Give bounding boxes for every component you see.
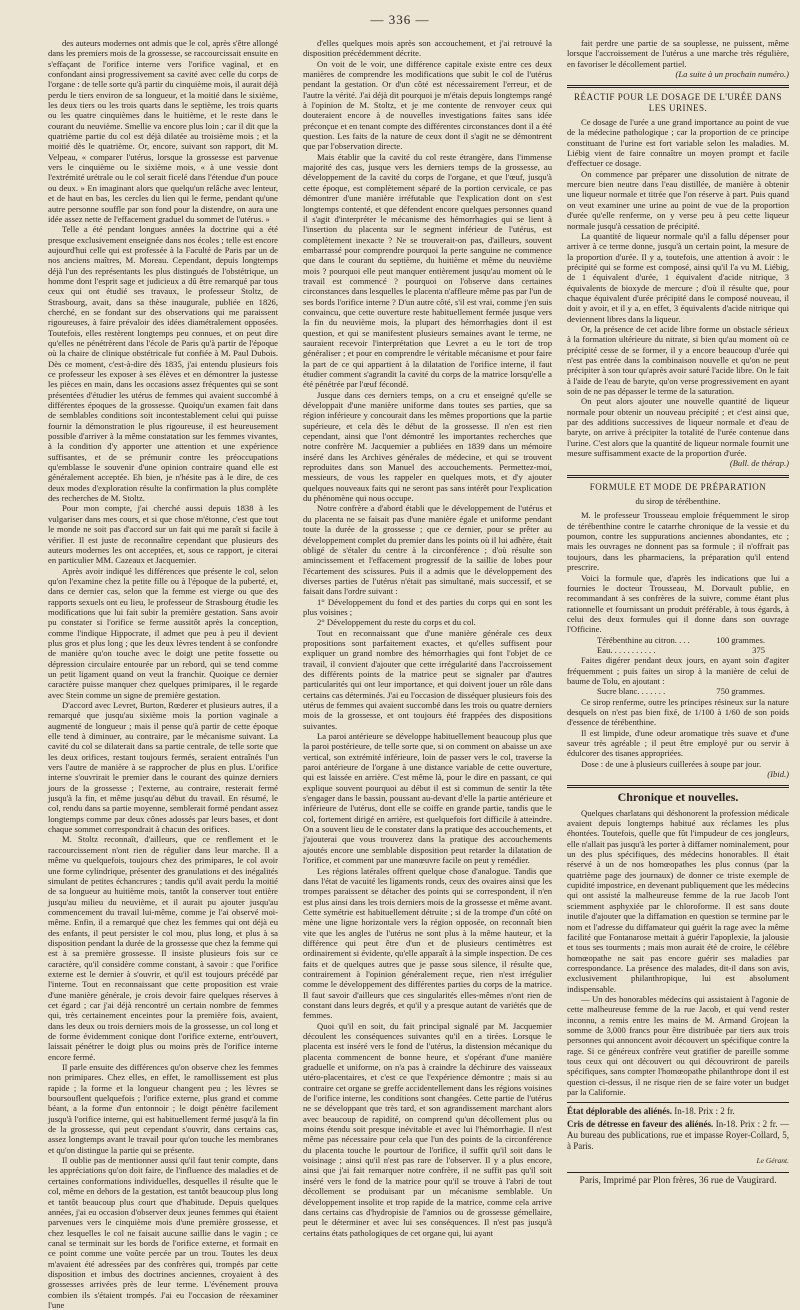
recipe-line xyxy=(567,635,789,645)
chronique-title: Chronique et nouvelles. xyxy=(617,790,739,805)
paragraph: M. Stoltz reconnaît, d'ailleurs, que ce renflement et le raccourcissement n'ont rien de régulier dans leur marche. Il a même vu quelquefois, toujours chez des primipares, le col avoir une forme cylindrique, présenter des granulations et des inégalités simulant de petites échancrures ; tandis qu'il avait perdu la moitié de sa longueur au huitième mois, tantôt la conserver tout entière jusqu'au milieu du neuvième, et il aurait pu ajouter jusqu'au commencement du travail lui-même, comme je l'ai observé moi-même. Enfin, il a remarqué que chez les femmes qui ont déjà eu des enfants, il peut persister le col mou, plus long, et plus à sa disposition pendant la durée de la grossesse que chez la femme qui est à sa première grossesse. Il insiste plusieurs fois sur ce caractère, qu'il considère comme constant, à savoir : que l'orifice externe est le dernier à s'ouvrir, et qu'il est toujours précédé par l'interne. Tout en reconnaissant que cette proposition est vraie d'une manière générale, je crois devoir faire quelques réserves à cet égard ; car j'ai déjà rencontré un certain nombre de femmes qui, très certainement enceintes pour la première fois, avaient, dans les deux ou trois derniers mois de la grossesse, un col long et de forme évidemment conique dont l'orifice externe, entr'ouvert, laissait pénétrer le doigt plus ou moins près de l'orifice interne encore fermé. xyxy=(48,834,278,1062)
source-citation: (Ibid.) xyxy=(767,769,789,780)
paragraph: Quoi qu'il en soit, du fait principal signalé par M. Jacquemier découlent les conséquences suivantes qu'il en a tirées. Lorsque le placenta est inséré vers le fond de l'utérus, la distension mécanique du placenta commencent de bonne heure, et s'opérant d'une manière graduelle et uniforme, on n'a pas à craindre la déchirure des vaisseaux utéro-placentaires, et c'est ce que l'expérience démontre ; mais si au contraire cet organe se greffe accidentellement dans les régions voisines de l'orifice interne, les conditions sont changées. Cette partie de l'utérus ne se développant que très tard, et son agrandissement marchant alors avec beaucoup de rapidité, on comprend qu'un décollement plus ou moins étendu soit presque inévitable et avec lui l'hémorrhagie. Il n'est même pas nécessaire pour cela que l'un des points de la circonférence du placenta touche le pourtour de l'orifice, il suffit qu'il soit dans le voisinage ; ainsi qu'il n'est pas rare de l'observer. Il y a plus encore, ainsi que j'ai fait remarquer notre confrère, il ne suffit pas qu'il soit inséré vers le fond de la matrice pour qu'il se trouve à l'abri de tout décollement se produisant par un mécanisme semblable. Un développement insolite et trop rapide de la matrice, comme cela arrive dans certains cas d'hydropisie de l'amnios ou de grossesse gémellaire, peut le déterminer et avec lui ses conséquences. Il n'est pas jusqu'à certains états pathologiques de cet organe qui, lui ayant xyxy=(303,1020,552,1238)
recipe-qty: 100 grammes. xyxy=(716,634,765,645)
paragraph: On commence par préparer une dissolution de nitrate de mercure bien neutre dans l'eau distillée, de manière à obtenir une liqueur normale et titrée que l'on réserve à part. Puis quand on veut examiner une urine au point de vue de la proportion d'urée qu'elle renferme, on y verse peu à peu cette liqueur normale jusqu'à cessation de précipité. xyxy=(567,168,789,231)
column-left xyxy=(48,38,278,1310)
divider xyxy=(567,475,789,478)
source-citation: (Bull. de thérap.) xyxy=(729,458,789,469)
paragraph: La quantité de liqueur normale qu'il a fallu dépenser pour arriver à ce terme donne, jusqu'à un certain point, la mesure de la proportion d'urée. Il y a, toutefois, une attention à avoir : le précipité qui se forme est composé, ainsi qu'il l'a vu M. Liébig, de 1 équivalent d'urée, 1 équivalent d'acide nitrique, 3 équivalents de bioxyde de mercure ; d'où il résulte que, pour chaque équivalent d'urée précipité dans le composé nouveau, il doit y avoir, et il y a, en effet, 3 équivalents d'acide nitrique qui deviennent libres dans la liqueur. xyxy=(567,230,789,324)
paragraph: Quelques charlatans qui déshonorent la profession médicale avaient depuis longtemps habitué aux réclames les plus éhontées. Toutefois, quelle que fût l'impudeur de ces jongleurs, elle n'allait pas jusqu'à les porter à diffamer nominalement, pour un des plus spécifiques, des médecins honorables. Il était réservé à un de nos homœopathes les plus connus (par la quatrième page des journaux) de donner ce triste exemple de cupidité impostrice, en devenant publiquement que les médecins qui ont assisté la malheureuse femme de la rue Jacob l'ont sciemment asphyxiée par le chloroforme. Il est sans doute inutile d'ajouter que la diffamation en question se termine par le nom et l'adresse du diffamateur qui guérit la rage avec la même facilité que Fontanarose mettait à guérir l'apoplexie, la jalousie et tous ses tourments ; mais mon aurait été de croire, le célèbre homœopathe ne sait pas encore guérir ses maladies par correspondance. La présence des malades, dit-il dans son avis, exclusivement philanthropique, lui est absolument indispensable. xyxy=(567,807,789,994)
paragraph: des auteurs modernes ont admis que le col, après s'être allongé dans les premiers mois de la grossesse, se raccourcissait ensuite en s'effaçant de l'orifice interne vers l'orifice vaginal, et en confondant ainsi progressivement sa cavité avec celle du corps de l'organe : de telle sorte qu'à partir du cinquième mois, il aurait déjà perdu le tiers environ de sa longueur, et la moitié dans le sixième, les deux tiers ou les trois quarts dans le septième, les trois quarts ou les quatre cinquièmes dans le huitième, et le reste dans le courant du neuvième. Smellie va encore plus loin ; car il dit que la quatrième partie du col est déjà dilatée au troisième mois ; et la moitié dès le quatrième. Or, encore, suivant son rapport, dit M. Velpeau, « comparer l'utérus, lorsque la grossesse est parvenue vers le cinquième ou le sixième mois, « à une vessie dont l'extrémité urétrale ou le col serait ficelé dans l'étendue d'un pouce ou deux. » En imaginant alors que quelqu'un relâche avec lenteur, et de haut en bas, les cercles du lien qui le ferme, pendant qu'une autre personne souffle par son fond pour la distendre, on aura une idée assez nette de l'effacement graduel du sommet de l'utérus. » xyxy=(48,38,278,224)
announcements xyxy=(567,1106,789,1152)
paragraph: M. le professeur Trousseau emploie fréquemment le sirop de térébenthine contre le catarrhe chronique de la vessie et du poumon, contre les suppurations anciennes abondantes, etc ; mais les ouvrages ne donnent pas sa formule ; il n'offrait pas toujours, dans les pharmaciens, la préparation qu'il entend prescrire. xyxy=(567,510,789,573)
announcement-title: Cris de détresse en faveur des aliénés. xyxy=(567,1119,714,1130)
recipe-qty: 750 grammes. xyxy=(716,686,765,697)
paragraph: Les régions latérales offrent quelque chose d'analogue. Tandis que dans l'état de vacuité les ligaments ronds, ceux des ovaires ainsi que les trompes paraissent se détacher des points qui se correspondent, il n'en est plus ainsi dans les trois derniers mois de la grossesse et même avant. Cette symétrie est habituellement détruite ; si de la trompe d'un côté on mène une ligne horizontale vers la région opposée, on reconnaît bien vite que les angles de l'utérus ne sont plus à la même hauteur, et la différence qui peut être d'un et de plusieurs centimètres est ordinairement si évidente, qu'elle apparaît à la simple inspection. De ces faits et de quelques autres que je passe sous silence, il résulte que, contrairement à l'opinion généralement reçue, rien n'est irrégulier comme le développement des différentes parties du corps de la matrice. Il faut savoir d'ailleurs que ces singularités elles-mêmes n'ont rien de constant dans leurs degrés, et qu'il y a presque autant de variétés que de femmes. xyxy=(303,865,552,1021)
paragraph: On voit de le voir, une différence capitale existe entre ces deux manières de comprendre les modifications que subit le col de l'utérus pendant la gestation. Or d'un côté est nécessairement l'erreur, et de l'autre la vérité. J'ai déjà dit pourquoi je m'étais depuis longtemps rangé à l'opinion de M. Stoltz, et je me contente de renvoyer ceux qui douteraient encore à de nouvelles investigations faites sans idée préconçue et en tenant compte des différentes circonstances dont il a été question. Les faits de la nature de ceux dont il s'agit ne se démontrent que par l'observation directe. xyxy=(303,58,552,152)
paragraph: Faites digérer pendant deux jours, en ayant soin d'agiter fréquemment ; puis faites un sirop à la manière de celui de baume de Tolu, en ajoutant : xyxy=(567,655,789,686)
paragraph: Pour mon compte, j'ai cherché aussi depuis 1838 à les vulgariser dans mes cours, et si que chose m'étonne, c'est que tout le monde ne soit pas d'accord sur un fait qui me paraît si facile à vérifier. Il est juste de reconnaître cependant que plusieurs des auteurs modernes les ont acceptées, et, sous ce rapport, je citerai en particulier MM. Cazeaux et Jacquemier. xyxy=(48,503,278,566)
printer-imprint: Paris, Imprimé par Plon frères, 36 rue de Vaugirard. xyxy=(579,1175,777,1186)
paragraph: La paroi antérieure se développe habituellement beaucoup plus que la paroi postérieure, de telle sorte que, si on comment on abaisse un axe vertical, son extrémité inférieure, loin de passer vers le col, traverse la paroi antérieure de l'organe à une distance variable de cette ouverture, qui est laissée en arrière. C'est même là, pour le dire en passant, ce qui explique souvent pourquoi au début il est si commun de sentir la tête s'engager dans le bassin, poussant au-devant d'elle la partie antérieure et inférieure de l'utérus, dont elle se coiffe en grande partie, tandis que le col, fortement dirigé en arrière, est quelquefois fort difficile à atteindre. On a souvent lieu de le constater dans la pratique des accouchements, et j'ajouterai que vous trouverez dans la pratique des accouchements ajoutés encore une semblable disposition peut retarder la dilatation de l'orifice, et comment par une manœuvre facile on peut y remédier. xyxy=(303,731,552,866)
announcement xyxy=(567,1119,789,1152)
paragraph: 2° Développement du reste du corps et du col. xyxy=(317,617,476,628)
recipe-line xyxy=(567,686,789,696)
gerant-label: Le Gérant. xyxy=(756,1156,789,1166)
divider xyxy=(567,1172,789,1173)
page-number: — 336 — xyxy=(370,12,430,27)
recipe-item: Sucre blanc. . . . . . . xyxy=(597,686,666,697)
divider xyxy=(567,785,789,788)
recipe-qty: 375 xyxy=(752,644,765,655)
paragraph: d'elles quelques mois après son accouchement, et j'ai retrouvé la disposition précédemment décrite. xyxy=(303,38,552,59)
announcement-text: In-18. Prix : 2 fr. — Au bureau des publications, rue et impasse Royer-Collard, 5, à Paris. xyxy=(567,1119,789,1152)
paragraph: Mais établir que la cavité du col reste étrangère, dans l'immense majorité des cas, jusque vers les derniers temps de la grossesse, au développement de la cavité du corps de l'organe, et que l'œuf, jusqu'à cette époque, est complètement séparé de la portion cervicale, ce pas démontrer d'une manière irréfutable que l'explication dont on s'est longtemps contenté, et que défendent encore quelques personnes quand il s'agit d'interpréter le mécanisme des hémorrhagies qui se lient à l'insertion du placenta sur le segment inférieur de l'utérus, est complètement inexacte ? Ne se trouverait-on pas, d'ailleurs, souvent embarrassé pour comprendre pourquoi la perte sanguine ne commence que dans le courant du septième, du huitième et même du neuvième mois ? pourquoi elle peut manquer entièrement jusqu'au moment où le travail est commencé ? pourquoi on l'observe dans certaines circonstances dans lesquelles le placenta n'affleure même pas par l'un de ses bords l'orifice interne ? D'un autre côté, s'il est vrai, comme j'en suis convaincu, que cette ouverture reste habituellement fermée jusque vers la fin du neuvième mois, la plupart des hémorrhagies dont il est question, et qui se manifestent plusieurs semaines avant le terme, ne sauraient recevoir l'interprétation que Levret a eu le tort de trop généraliser ; et pour en comprendre le véritable mécanisme et pour faire la part de ce qui appartient à la dilatation de l'orifice interne, il faut étudier comment s'agrandit la cavité du corps de la matrice lorsqu'elle a été pénétrée par l'œuf fécondé. xyxy=(303,151,552,390)
divider xyxy=(567,85,789,88)
continuation-note: (La suite à un prochain numéro.) xyxy=(675,69,789,80)
paragraph: Tout en reconnaissant que d'une manière générale ces deux propositions sont parfaitement exactes, et qu'elles suffisent pour expliquer un grand nombre des hémorrhagies qui font l'objet de ce travail, il convient d'ajouter que cette irrégularité dans l'accroissement des différents points de la matrice peut se signaler par d'autres particularités qui ont leur importance, et qui doivent jouer un rôle dans certains cas déterminés. J'ai eu l'occasion de disséquer plusieurs fois des utérus de femmes qui avaient succombé dans les trois ou quatre derniers mois de la grossesse, et ont toujours été frappées des dispositions suivantes. xyxy=(303,627,552,731)
recipe-item: Térébenthine au citron. . . . xyxy=(597,634,690,645)
recipe-item: Eau. . . . . . . . . . . xyxy=(597,644,656,655)
column-middle xyxy=(303,38,552,1238)
section-title-sirop: FORMULE ET MODE DE PRÉPARATION xyxy=(589,481,767,492)
section-subtitle: du sirop de térébenthine. xyxy=(635,496,721,507)
paragraph: fait perdre une partie de sa souplesse, ne puissent, même lorsque l'accroissement de l'utérus a une marche très régulière, en favoriser le décollement partiel. xyxy=(567,38,789,69)
announcement xyxy=(567,1106,789,1117)
divider xyxy=(567,1102,789,1103)
paragraph: Ce sirop renferme, outre les principes résineux sur la nature desquels on n'est pas bien fixé, de 1/100 à 1/60 de son poids d'essence de térébenthine. xyxy=(567,696,789,728)
announcement-text: In-18. Prix : 2 fr. xyxy=(672,1106,735,1117)
paragraph: Il est limpide, d'une odeur aromatique très suave et d'une saveur très agréable ; il peut être employé pur ou servir à édulcorer des tisanes appropriées. xyxy=(567,727,789,759)
paragraph: D'accord avec Levret, Burton, Rœderer et plusieurs autres, il a remarqué que jusqu'au sixième mois la portion vaginale a augmenté de longueur ; mais il pense qu'à partir de cette époque elle tend à diminuer, au contraire, par le mécanisme suivant. La cavité du col se dilaterait dans sa partie centrale, de telle sorte que les deux orifices, restant toujours fermés, seraient entraînés l'un vers l'autre de manière à se rapprocher de plus en plus. L'orifice interne s'ouvrirait le premier dans le courant des quinze derniers jours de la grossesse ; l'externe, au contraire, resterait fermé jusqu'à la fin, et même jusqu'au début du travail. En résumé, le col, rendu dans sa partie moyenne, semblerait formé pendant assez longtemps comme par deux cônes adossés par leurs bases, et dont chaque sommet correspondrait à chacun des orifices. xyxy=(48,700,278,835)
paragraph: — Un des honorables médecins qui assistaient à l'agonie de cette malheureuse femme de la rue Jacob, et qui vend rester inconnu, a remis entre les mains de M. Armand Grojean la somme de 3,000 francs pour être distribuée par tiers aux trois personnes qui annoncent avoir découvert un spécifique contre la rage. Si ce généreux confrère veut gratifier de pareille somme tous ceux qui ont découvert ou qui découvriront de pareils spécifiques, sans compter l'homœopathe philanthrope dont il est question ci-dessus, il ne risque rien de se faire voter un budget par la Californie. xyxy=(567,993,789,1097)
section-title-uree: RÉACTIF POUR LE DOSAGE DE L'URÉE DANS LES URINES. xyxy=(573,92,783,113)
paragraph: Ce dosage de l'urée a une grand importance au point de vue de la médecine pathologique ; car la proportion de ce principe constituant de l'urine est fort variable selon les maladies. M. Liébig vient de faire connaître un moyen prompt et facile d'effectuer ce dosage. xyxy=(567,117,789,169)
recipe-line xyxy=(567,645,789,655)
paragraph: Telle a été pendant longues années la doctrine qui a été presque exclusivement enseignée dans nos écoles ; telle est encore aujourd'hui celle qui est professée à la Faculté de Paris par un de nos anciens maîtres, M. Moreau. Cependant, depuis longtemps déjà l'un des représentants les plus distingués de l'obstétrique, un homme dont l'esprit sage et judicieux a dû être remarqué par tous ceux qui ont étudié ses travaux, le professeur Stoltz, de Strasbourg, avait, dans sa thèse inaugurale, publiée en 1826, cherché, en se fondant sur des observations qui me paraissent rigoureuses, à faire prévaloir des idées diamétralement opposées. Toutefois, elles restèrent longtemps peu connues, et on peut dire qu'elles ne pénétrèrent dans l'école de Paris qu'à partir de l'époque où la chaire de clinique obstétricale fut confiée à M. Paul Dubois. Dès ce moment, c'est-à-dire dès 1835, j'ai entendu plusieurs fois ce professeur les exposer à ses élèves et en démontrer la justesse les pièces en main, dans les occasions assez fréquentes qui se sont présentées d'étudier les utérus de femmes qui avaient succombé à différentes époques de la grossesse. Quoiqu'un examen fait dans de semblables conditions soit incontestablement celui qui puisse fournir la démonstration le plus rigoureuse, il est heureusement possible d'arriver à la même constatation sur les femmes vivantes, à la condition d'y apporter une attention et une expérience suffisantes, et de se prémunir contre les préoccupations qu'emblasse le souvenir d'une opinion contraire quand elle est généralement acceptée. Eh bien, je n'hésite pas à le dire, de ces deux modes d'exploration résulte la confirmation la plus complète des recherches de M. Stoltz. xyxy=(48,224,278,504)
paragraph: Or, la présence de cet acide libre forme un obstacle sérieux à la formation ultérieure du nitrate, si bien qu'au moment où ce précipité cesse de se former, il y a encore beaucoup d'urée qui n'est pas entrée dans la combinaison nouvelle et qu'on ne peut précipiter à son tour qu'après avoir saturé l'acide libre. On le fait à l'aide de l'eau de baryte, qu'on verse progressivement en ayant soin de ne pas dépasser le terme de la saturation. xyxy=(567,323,789,396)
paragraph: Dose : de une à plusieurs cuillerées à soupe par jour. xyxy=(581,758,762,769)
paragraph: Après avoir indiqué les différences que présente le col, selon qu'on l'examine chez la petite fille ou à l'époque de la puberté, et, dans ce dernier cas, selon que la femme est vierge ou que des rapports sexuels ont eu lieu, le professeur de Strasbourg étudie les modifications que lui fait subir la première gestation. Sans avoir pu constater si l'orifice se ferme aussitôt après la conception, comme l'indique Hippocrate, il admet que peu à peu il devient plus gros et plus long ; que les deux lèvres tendent à se confondre de manière qu'on touche avec le doigt une petite fossette ou dépression circulaire entourée par un rebord, qui se tend comme un petit ligament quand on veut la franchir. Quoique ce dernier caractère puisse manquer chez quelques primipares, il le regarde avec Stein comme un signe de première gestation. xyxy=(48,565,278,700)
column-right xyxy=(567,38,789,1186)
announcement-title: État déplorable des aliénés. xyxy=(567,1106,672,1117)
paragraph: 1° Développement du fond et des parties du corps qui en sont les plus voisines ; xyxy=(303,596,552,617)
paragraph: On peut alors ajouter une nouvelle quantité de liqueur normale pour obtenir un nouveau précipité ; et c'est ainsi que, par des additions successives de liqueur normale et d'eau de baryte, on arrive à précipiter la totalité de l'urée contenue dans l'urine. C'est alors que la quantité de liqueur normale fournit une mesure suffisamment exacte de la proportion d'urée. xyxy=(567,396,789,459)
paragraph: Notre confrère a d'abord établi que le développement de l'utérus et du placenta ne se faisait pas d'une manière égale et uniforme pendant toute la durée de la grossesse ; que ce dernier, pour se prêter au développement complet du premier dans les points où il lui adhère, était obligé de s'étaler du centre à la circonférence ; d'où résulte son amincissement et l'effacement progressif de la saillie de lobes pour l'écartement des scissures. Puis il a admis que le développement des diverses parties de l'utérus n'était pas simultané, mais successif, et se faisait dans l'ordre suivant : xyxy=(303,503,552,597)
paragraph: Voici la formule que, d'après les indications que lui a fournies le docteur Trousseau, M. Dorvault publie, en recommandant à ses confrères de la suivre, comme étant plus rationnelle et fournissant un produit préférable, à tous égards, à celui des deux formules qui il donne dans son ouvrage l'Officine. xyxy=(567,572,789,635)
paragraph: Jusque dans ces derniers temps, on a cru et enseigné qu'elle se développait d'une manière uniforme dans toutes ses parties, que sa région inférieure y concourait dans les mêmes proportions que la partie supérieure, et cela dès le début de la grossesse. Il n'en est rien cependant, ainsi que l'ont démontré les importantes recherches que notre confrère M. Jacquemier a publiées en 1839 dans un mémoire inséré dans les Archives générales de médecine, et qui se trouvent reproduites dans son Manuel des accouchements. Permettez-moi, messieurs, de vous les rappeler en quelques mots, et d'y ajouter quelques nouveaux faits qui ne seront pas sans intérêt pour l'explication du phénomène qui nous occupe. xyxy=(303,389,552,504)
paragraph: Il parle ensuite des différences qu'on observe chez les femmes non primipares. Chez elles, en effet, le ramollissement est plus rapide ; la forme et la longueur changent peu ; les lèvres se boursouflent quelquefois ; l'orifice externe, plus grand et comme béant, a la forme d'un entonnoir ; le doigt pénètre facilement jusqu'à l'orifice interne, qui est habituellement fermé jusqu'à la fin de la grossesse, qui peut cependant s'ouvrir, dans certains cas, assez longtemps avant le travail pour qu'on touche les membranes et qu'on distingue la partie qui se présente. xyxy=(48,1062,278,1155)
paragraph: Il oublie pas de mentionner aussi qu'il faut tenir compte, dans les appréciations qu'on doit faire, de l'influence des maladies et de certaines conformations individuelles, desquelles il résulte que le col, même en dehors de la gestation, est tantôt beaucoup plus long et tantôt beaucoup plus court que d'habitude. Depuis quelques années, j'ai eu occasion d'observer deux jeunes femmes qui étaient parvenues vers le cinquième mois d'une première grossesse, et chez lesquelles le col ne faisait aucune saillie dans le vagin ; ce canal se terminait sur les bords de l'orifice externe, et formait en ce point comme une voûte percée par un trou. Toutes les deux m'avaient été adressées par des confrères qui, trompés par cette disposition et imbus des doctrines anciennes, croyaient à des grossesses arrivées près de leur terme. L'événement prouva combien ils s'étaient trompés. J'ai eu l'occasion de réexaminer l'une xyxy=(48,1155,278,1310)
